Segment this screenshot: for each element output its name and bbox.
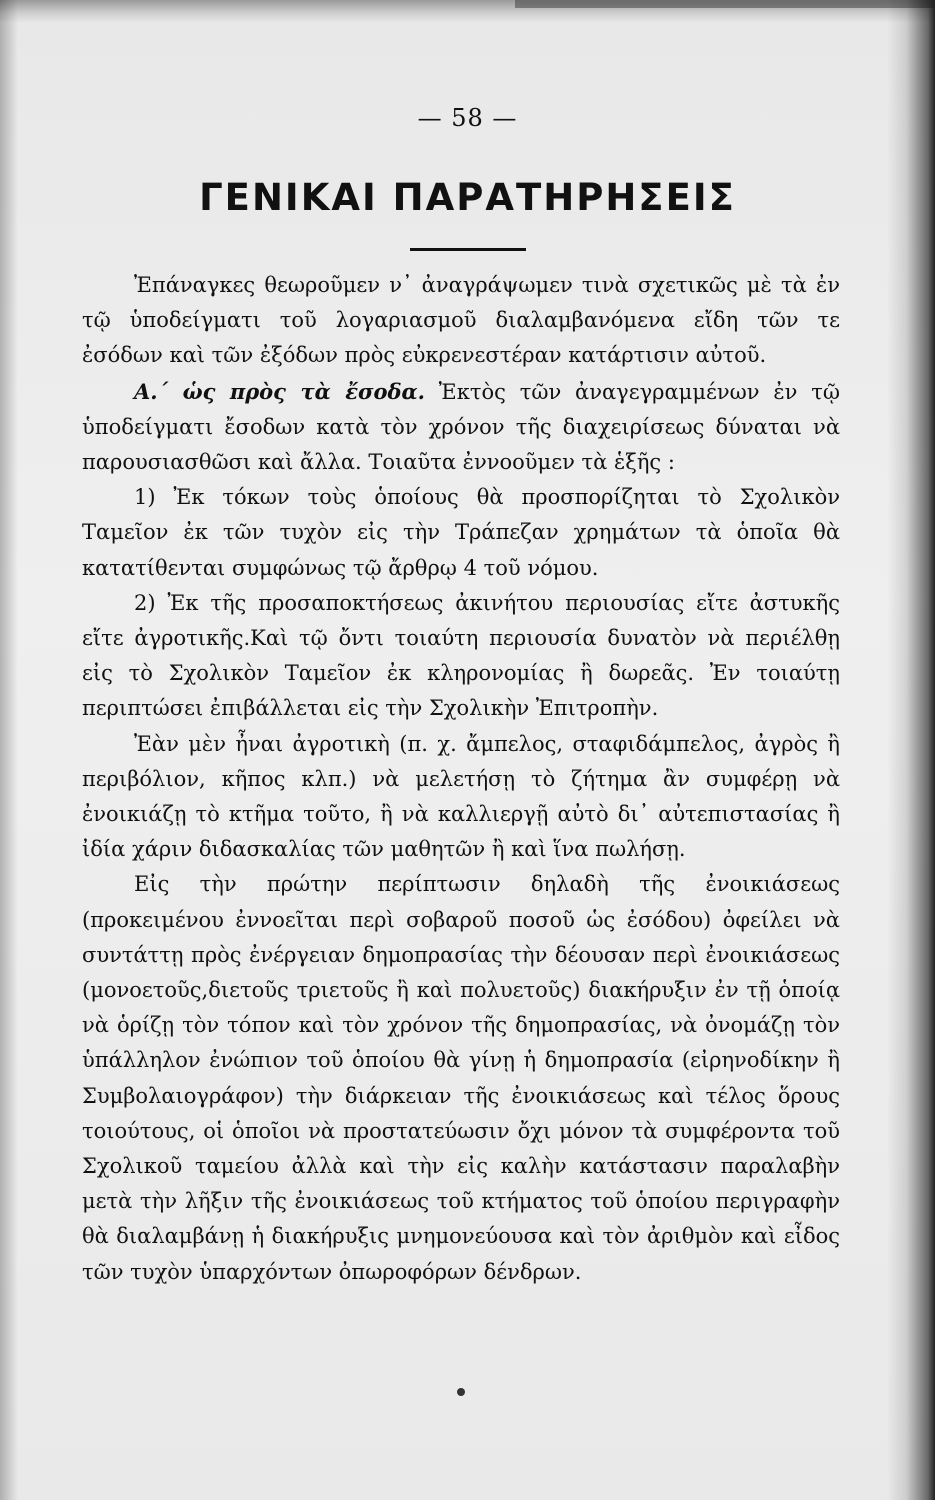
page-number: — 58 —	[417, 104, 518, 132]
page-binding-shadow	[887, 0, 935, 1500]
paragraph-item-2: 2) Ἐκ τῆς προσαποκτήσεως ἀκινήτου περιουσίας εἴτε ἀστυκῆς εἴτε ἀγροτικῆς.Καὶ τῷ ὄντι τοιαύτη περιουσία δυνατὸν νὰ περιέλθῃ εἰς τὸ Σχολικὸν Ταμεῖον ἐκ κληρονομίας ἢ δωρεᾶς. Ἐν τοιαύτῃ περιπτώσει ἐπιβάλλεται εἰς τὴν Σχολικὴν Ἐπιτροπὴν.	[82, 590, 840, 721]
section-a-text: Ἐκτὸς τῶν ἀναγεγραμμένων ἐν τῷ ὑποδείγματι ἔσοδων κατὰ τὸν χρόνον τῆς διαχειρίσεως δύναται νὰ παρουσιασθῶσι καὶ ἄλλα. Τοιαῦτα ἐννοοῦμεν τὰ ἑξῆς :	[82, 379, 840, 475]
paragraph-first-case: Εἰς τὴν πρώτην περίπτωσιν δηλαδὴ τῆς ἐνοικιάσεως (προκειμένου ἐννοεῖται περὶ σοβαροῦ ποσοῦ ὡς ἐσόδου) ὀφείλει νὰ συντάττῃ πρὸς ἐνέργειαν δημοπρασίας τὴν δέουσαν περὶ ἐνοικιάσεως (μονοετοῦς,διετοῦς τριετοῦς ἢ καὶ πολυετοῦς) διακήρυξιν ἐν τῇ ὁποίᾳ νὰ ὁρίζῃ τὸν τόπον καὶ τὸν χρόνον τῆς δημοπρασίας, νὰ ὀνομάζῃ τὸν ὑπάλληλον ἐνώπιον τοῦ ὁποίου θὰ γίνῃ ἡ δημοπρασία (εἰρηνοδίκην ἢ Συμβολαιογράφον) τὴν διάρκειαν τῆς ἐνοικιάσεως καὶ τέλος ὅρους τοιούτους, οἱ ὁποῖοι νὰ προστατεύωσιν ὄχι μόνον τὰ συμφέροντα τοῦ Σχολικοῦ ταμείου ἀλλὰ καὶ τὴν εἰς καλὴν κατάστασιν παραλαβὴν μετὰ τὴν λῆξιν τῆς ἐνοικιάσεως τοῦ κτήματος τοῦ ὁποίου περιγραφὴν θὰ διαλαμβάνῃ ἡ διακήρυξις μνημονεύουσα καὶ τὸν ἀριθμὸν καὶ εἶδος τῶν τυχὸν ὑπαρχόντων ὀπωροφόρων δένδρων.	[82, 872, 840, 1284]
paragraph-intro: Ἐπάναγκες θεωροῦμεν ν᾽ ἀναγράψωμεν τινὰ σχετικῶς μὲ τὰ ἐν τῷ ὑποδείγματι τοῦ λογαριασμοῦ διαλαμβανόμενα εἴδη τῶν τε ἐσόδων καὶ τῶν ἐξόδων πρὸς εὐκρενεστέραν κατάρτισιν αὐτοῦ.	[82, 273, 840, 368]
section-heading: ΓΕΝΙΚΑΙ ΠΑΡΑΤΗΡΗΣΕΙΣ	[199, 176, 736, 219]
section-a-label: Α.΄ ὡς πρὸς τὰ ἔσοδα.	[134, 378, 425, 404]
paragraph-if-agricultural: Ἐὰν μὲν ἦναι ἀγροτικὴ (π. χ. ἄμπελος, σταφιδάμπελος, ἀγρὸς ἢ περιβόλιον, κῆπος κλπ.) νὰ μελετήσῃ τὸ ζήτημα ἂν συμφέρῃ νὰ ἐνοικιάζῃ τὸ κτῆμα τοῦτο, ἢ νὰ καλλιεργῇ αὐτὸ δι᾽ αὐτεπιστασίας ἢ ἰδία χάριν διδασκαλίας τῶν μαθητῶν ἢ καὶ ἵνα πωλήσῃ.	[82, 731, 840, 862]
paragraph-section-a	[82, 374, 840, 481]
heading-divider	[410, 248, 526, 251]
paragraph-item-1: 1) Ἐκ τόκων τοὺς ὁποίους θὰ προσπορίζηται τὸ Σχολικὸν Ταμεῖον ἐκ τῶν τυχὸν εἰς τὴν Τράπεζαν χρημάτων τὰ ὁποῖα θὰ κατατίθενται συμφώνως τῷ ἄρθρῳ 4 τοῦ νόμου.	[82, 485, 840, 580]
page-top-edge	[0, 0, 935, 22]
body-text	[82, 268, 840, 1290]
ink-speck	[457, 1388, 465, 1396]
page-left-shadow	[0, 0, 18, 1500]
